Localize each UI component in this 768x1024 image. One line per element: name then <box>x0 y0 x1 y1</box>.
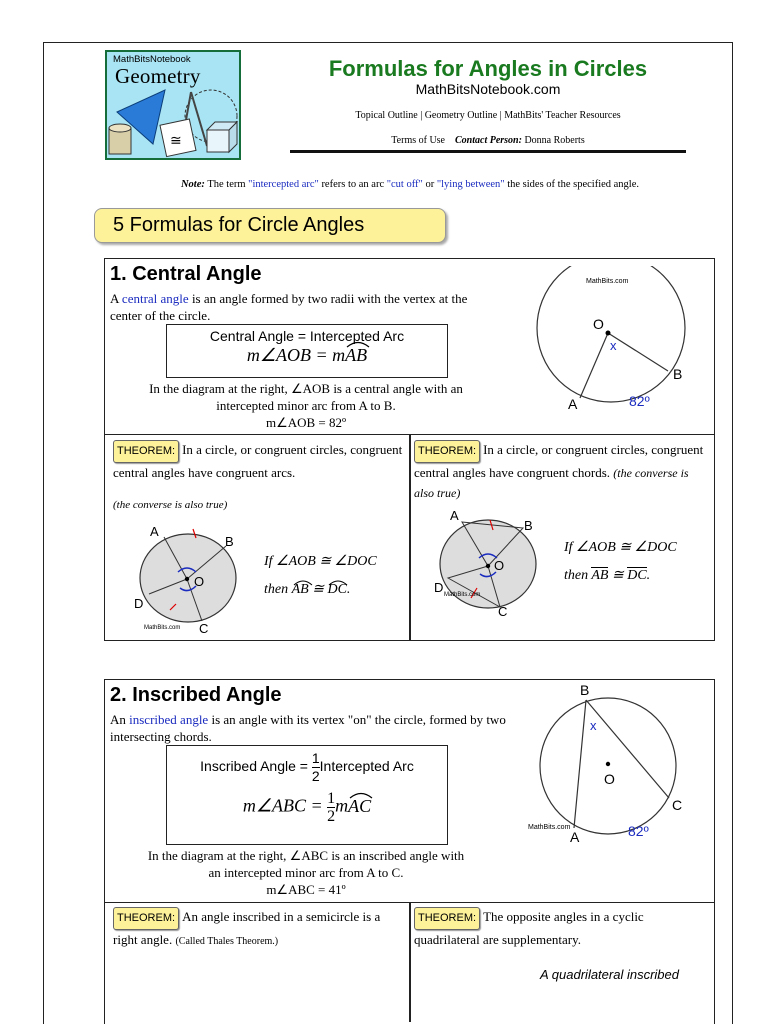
svg-text:MathBits.com: MathBits.com <box>528 824 571 831</box>
header-divider <box>290 150 686 153</box>
note-term-cutoff: "cut off" <box>386 179 423 190</box>
central-angle-term[interactable]: central angle <box>121 291 189 306</box>
central-theorem-arcs: THEOREM: In a circle, or congruent circles, congruent central angles have congruent arcs. <box>113 442 403 480</box>
central-angle-diagram <box>528 266 700 416</box>
link-topical-outline[interactable]: Topical Outline <box>355 110 418 121</box>
inscribed-theorem-thales: THEOREM: An angle inscribed in a semicircle is a right angle. (Called Thales Theorem.) <box>113 909 381 947</box>
svg-text:≅: ≅ <box>170 132 182 148</box>
note-term-intercepted: "intercepted arc" <box>248 179 319 190</box>
central-angle-formula <box>166 324 448 378</box>
svg-text:C: C <box>199 621 209 634</box>
inscribed-angle-diagram <box>524 682 700 842</box>
theorem-tag: THEOREM: <box>113 907 179 930</box>
svg-text:C: C <box>672 797 683 813</box>
logo-brand: MathBitsNotebook <box>113 54 191 65</box>
note-text: The term <box>204 179 249 190</box>
inscribed-angle-formula <box>166 745 448 845</box>
central-diagram-note: In the diagram at the right, ∠AOB is a central angle with an intercepted minor arc from A to B. m∠AOB = 82º <box>149 381 463 430</box>
svg-text:A: A <box>150 524 159 539</box>
inscribed-angle-definition: An inscribed angle is an angle with its vertex "on" the circle, formed by two intersecting chords. <box>110 712 506 744</box>
inscribed-angle-term[interactable]: inscribed angle <box>129 712 209 727</box>
converse-note: (the converse is also true) <box>113 499 228 511</box>
svg-text:A: A <box>570 829 580 842</box>
svg-text:82º: 82º <box>628 823 649 839</box>
link-terms-of-use[interactable]: Terms of Use <box>391 135 445 146</box>
svg-text:B: B <box>524 518 533 533</box>
link-teacher-resources[interactable]: MathBits' Teacher Resources <box>504 110 621 121</box>
link-geometry-outline[interactable]: Geometry Outline <box>424 110 498 121</box>
svg-text:B: B <box>225 534 234 549</box>
contact-name[interactable]: Donna Roberts <box>524 135 585 146</box>
arc-measure-label: 82º <box>629 393 650 409</box>
svg-text:MathBits.com: MathBits.com <box>444 592 481 598</box>
svg-text:x: x <box>590 718 597 733</box>
cyclic-caption: A quadrilateral inscribed <box>540 967 679 982</box>
formula-label: Inscribed Angle = $\frac{1}{2}$ Intercepted Arc <box>200 750 414 784</box>
section-title: 5 Formulas for Circle Angles <box>94 208 446 243</box>
formula-math: m∠ABC = $\frac{1}{2}$ m AC <box>242 790 372 825</box>
svg-text:A: A <box>450 508 459 523</box>
point-a-label: A <box>568 396 578 412</box>
inscribed-theorem-cyclic: THEOREM: The opposite angles in a cyclic quadrilateral are supplementary. <box>414 909 644 947</box>
header-links: Topical Outline | Geometry Outline | MathBits' Teacher Resources <box>355 110 621 121</box>
point-b-label: B <box>673 366 683 382</box>
theorem-tag: THEOREM: <box>414 907 480 930</box>
svg-text:B: B <box>580 682 590 698</box>
congruent-chords-diagram <box>428 506 548 618</box>
inscribed-angle-title: 2. Inscribed Angle <box>110 684 282 706</box>
svg-text:O: O <box>194 574 205 589</box>
page-title: Formulas for Angles in Circles <box>328 56 648 81</box>
svg-text:MathBits.com: MathBits.com <box>144 625 181 631</box>
note-text: refers to an arc <box>318 179 387 190</box>
svg-text:D: D <box>434 580 444 595</box>
note-term-lying: "lying between" <box>436 179 505 190</box>
contact-label: Contact Person: <box>455 135 522 146</box>
site-url[interactable]: MathBitsNotebook.com <box>415 81 561 97</box>
center-label: O <box>593 316 604 332</box>
central-angle-definition: A central angle is an angle formed by two radii with the vertex at the center of the circle. <box>110 291 468 323</box>
inscribed-diagram-note: In the diagram at the right, ∠ABC is an inscribed angle with an intercepted minor arc from A to C. m∠ABC = 41º <box>147 848 465 897</box>
theorem-tag: THEOREM: <box>414 440 480 463</box>
svg-text:C: C <box>498 604 508 618</box>
geometry-logo[interactable] <box>105 50 241 160</box>
header-contact <box>290 135 686 146</box>
logo-word: Geometry <box>115 64 201 88</box>
note-text: or <box>422 179 437 190</box>
central-theorem-arcs-statement: If ∠AOB ≅ ∠DOC then AB ≅ DC. <box>264 554 377 597</box>
svg-text:O: O <box>494 558 505 573</box>
central-theorem-split <box>409 434 411 641</box>
svg-text:O: O <box>604 771 615 787</box>
diagram-watermark: MathBits.com <box>586 278 629 285</box>
central-angle-title: 1. Central Angle <box>110 263 262 285</box>
formula-math: m∠AOB = m AB <box>167 345 447 366</box>
inscribed-theorem-split <box>409 902 411 1022</box>
central-theorem-chords-statement: If ∠AOB ≅ ∠DOC then AB ≅ DC. <box>564 540 677 583</box>
theorem-tag: THEOREM: <box>113 440 179 463</box>
intercepted-arc-note <box>110 179 710 190</box>
congruent-arcs-diagram <box>130 522 250 634</box>
note-text: the sides of the specified angle. <box>504 179 640 190</box>
formula-label: Central Angle = Intercepted Arc <box>209 328 405 344</box>
central-theorem-chords: THEOREM: In a circle, or congruent circles, congruent central angles have congruent chords. (the converse is also true) <box>414 442 704 500</box>
angle-label: x <box>610 338 617 353</box>
note-label: Note: <box>180 179 205 190</box>
svg-text:D: D <box>134 596 144 611</box>
